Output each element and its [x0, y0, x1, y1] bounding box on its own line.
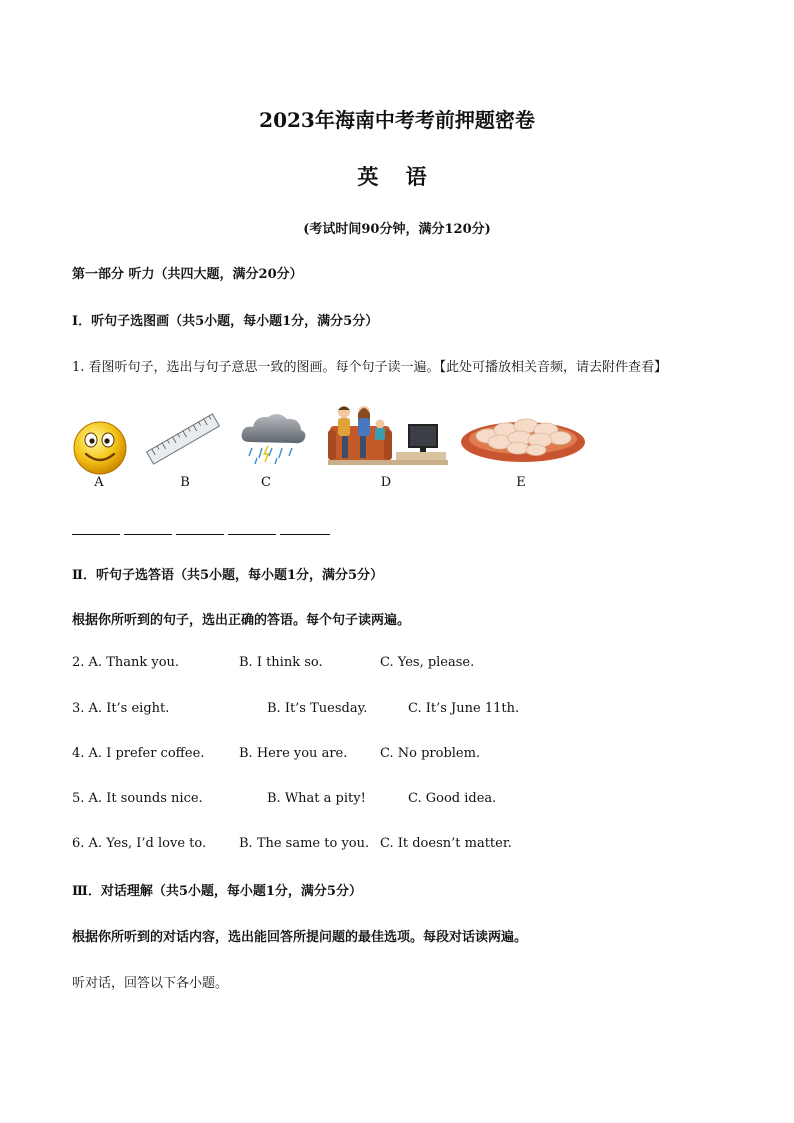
- question-1-prompt: 1. 看图听句子，选出与句子意思一致的图画。每个句子读一遍。【此处可播放相关音频，请去附件查看】: [72, 360, 668, 375]
- q2-option-b: B. I think so.: [239, 655, 323, 670]
- document-title: 2023年海南中考考前押题密卷: [259, 108, 535, 132]
- q5-option-a: 5. A. It sounds nice.: [72, 791, 203, 806]
- q2-option-a: 2. A. Thank you.: [72, 655, 180, 670]
- q3-option-b: B. It’s Tuesday.: [267, 701, 368, 716]
- q3-option-a: 3. A. It’s eight.: [72, 701, 170, 716]
- q6-option-a: 6. A. Yes, I’d love to.: [72, 836, 207, 851]
- picture-label-c: C: [261, 475, 271, 490]
- dumplings-plate-icon: [460, 408, 586, 464]
- section3-heading: Ⅲ．对话理解（共5小题，每小题1分，满分5分）: [72, 884, 362, 899]
- q5-option-c: C. Good idea.: [408, 791, 497, 806]
- q4-option-c: C. No problem.: [380, 746, 481, 761]
- rain-cloud-icon: [238, 408, 308, 468]
- q4-option-a: 4. A. I prefer coffee.: [72, 746, 205, 761]
- q5-option-b: B. What a pity!: [267, 791, 366, 806]
- part1-heading: 第一部分 听力（共四大题，满分20分）: [72, 267, 303, 282]
- ruler-icon: [143, 410, 223, 468]
- answer-blank-5[interactable]: [280, 534, 330, 535]
- q4-option-b: B. Here you are.: [239, 746, 348, 761]
- answer-blank-3[interactable]: [176, 534, 224, 535]
- section2-instruction: 根据你所听到的句子，选出正确的答语。每个句子读两遍。: [72, 613, 411, 628]
- picture-label-a: A: [94, 475, 104, 490]
- section3-subheading: 听对话，回答以下各小题。: [72, 976, 229, 991]
- section3-instruction: 根据你所听到的对话内容，选出能回答所提问题的最佳选项。每段对话读两遍。: [72, 930, 528, 945]
- picture-label-b: B: [180, 475, 190, 490]
- section2-heading: Ⅱ．听句子选答语（共5小题，每小题1分，满分5分）: [72, 568, 384, 583]
- q3-option-c: C. It’s June 11th.: [408, 701, 520, 716]
- smiley-face-icon: [72, 420, 128, 476]
- answer-blank-1[interactable]: [72, 534, 120, 535]
- section1-heading: Ⅰ．听句子选图画（共5小题，每小题1分，满分5分）: [72, 314, 379, 329]
- picture-label-e: E: [516, 475, 526, 490]
- family-watching-tv-icon: [328, 400, 448, 466]
- picture-label-d: D: [380, 475, 392, 490]
- q2-option-c: C. Yes, please.: [380, 655, 475, 670]
- answer-blank-4[interactable]: [228, 534, 276, 535]
- q6-option-b: B. The same to you.: [239, 836, 370, 851]
- answer-blank-2[interactable]: [124, 534, 172, 535]
- q6-option-c: C. It doesn’t matter.: [380, 836, 512, 851]
- subject-title: 英 语: [357, 164, 437, 189]
- exam-info: (考试时间90分钟，满分120分): [303, 222, 491, 237]
